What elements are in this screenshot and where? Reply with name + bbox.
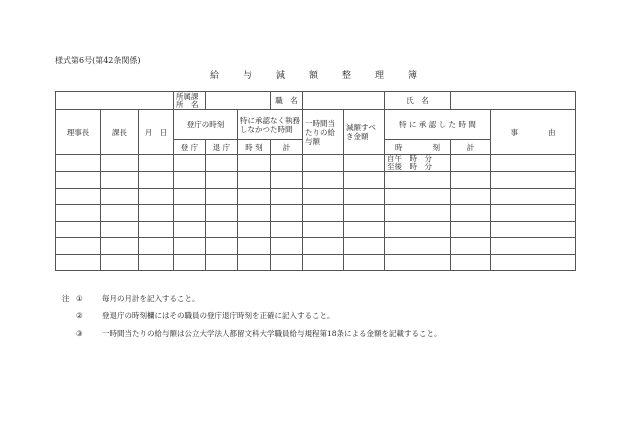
- table-cell[interactable]: [344, 238, 385, 255]
- table-cell[interactable]: [303, 238, 344, 255]
- table-cell[interactable]: [451, 221, 491, 238]
- table-cell[interactable]: [385, 254, 451, 271]
- table-cell[interactable]: [491, 238, 576, 255]
- table-cell[interactable]: [303, 254, 344, 271]
- table-cell[interactable]: [271, 254, 303, 271]
- table-cell[interactable]: [451, 155, 491, 172]
- attendance-header: 登庁の時刻: [174, 110, 238, 140]
- title-char: 額: [309, 71, 319, 81]
- table-cell[interactable]: [101, 254, 139, 271]
- table-cell[interactable]: [271, 205, 303, 222]
- table-cell[interactable]: [238, 205, 271, 222]
- table-cell[interactable]: [238, 172, 271, 189]
- name-label: 氏 名: [385, 92, 451, 110]
- title-char: 整: [342, 71, 352, 81]
- table-cell[interactable]: [385, 205, 451, 222]
- table-cell[interactable]: [206, 188, 238, 205]
- form-number: 様式第6号(第42条関係): [55, 56, 141, 65]
- table-cell[interactable]: [303, 221, 344, 238]
- leave-header: 退 庁: [206, 140, 238, 155]
- table-cell[interactable]: [271, 188, 303, 205]
- table-cell[interactable]: [344, 155, 385, 172]
- table-row: [56, 172, 576, 189]
- table-cell[interactable]: [344, 221, 385, 238]
- table-cell[interactable]: [491, 221, 576, 238]
- hourly-pay-header: 一時間当たりの給与額: [303, 110, 344, 155]
- table-cell[interactable]: [206, 221, 238, 238]
- arrive-header: 登 庁: [174, 140, 206, 155]
- note-text: 登退庁の時刻欄にはその職員の登庁退庁時刻を正確に記入すること。: [102, 311, 335, 320]
- document-title: [210, 68, 441, 81]
- table-cell[interactable]: [206, 238, 238, 255]
- table-cell[interactable]: [491, 205, 576, 222]
- blank-cell: [56, 92, 174, 110]
- date-header: 月 日: [139, 110, 174, 155]
- note-2: [76, 310, 335, 321]
- table-cell[interactable]: [344, 254, 385, 271]
- table-cell[interactable]: [451, 205, 491, 222]
- table-cell[interactable]: [303, 172, 344, 189]
- table-cell[interactable]: [271, 238, 303, 255]
- table-cell[interactable]: [174, 254, 206, 271]
- table-cell[interactable]: [56, 155, 101, 172]
- table-cell[interactable]: [385, 238, 451, 255]
- table-cell[interactable]: [174, 155, 206, 172]
- table-cell[interactable]: [101, 155, 139, 172]
- deduction-table: [55, 91, 576, 271]
- table-cell[interactable]: [385, 172, 451, 189]
- note-1: [62, 293, 200, 304]
- table-cell[interactable]: [344, 188, 385, 205]
- dept-field[interactable]: [206, 92, 271, 110]
- note-number: ②: [76, 311, 83, 320]
- table-cell[interactable]: [303, 205, 344, 222]
- table-cell[interactable]: [174, 205, 206, 222]
- table-cell[interactable]: [271, 155, 303, 172]
- approved-time-header: 時 刻: [385, 140, 451, 155]
- time-template: 自午 時 分 至後 時 分: [387, 154, 432, 171]
- table-cell[interactable]: [101, 238, 139, 255]
- table-cell[interactable]: [56, 221, 101, 238]
- table-cell[interactable]: [344, 172, 385, 189]
- approved-total-header: 計: [451, 140, 491, 155]
- table-cell[interactable]: [491, 172, 576, 189]
- table-cell[interactable]: [451, 254, 491, 271]
- table-cell[interactable]: [139, 155, 174, 172]
- time-header: 時 刻: [238, 140, 271, 155]
- table-cell[interactable]: [56, 172, 101, 189]
- table-row: [56, 254, 576, 271]
- table-cell[interactable]: [206, 254, 238, 271]
- chief-header: 課長: [101, 110, 139, 155]
- table-row: [56, 238, 576, 255]
- title-char: 給: [210, 71, 220, 81]
- table-cell[interactable]: [344, 205, 385, 222]
- note-text: 一時間当たりの給与額は公立大学法人都留文科大学職員給与規程第18条による金額を記載すること。: [102, 329, 442, 338]
- table-cell[interactable]: [303, 188, 344, 205]
- table-cell[interactable]: [139, 221, 174, 238]
- table-cell[interactable]: [238, 221, 271, 238]
- table-cell[interactable]: [101, 221, 139, 238]
- table-cell[interactable]: [206, 172, 238, 189]
- table-row: [56, 188, 576, 205]
- title-char: 理: [375, 71, 385, 81]
- director-header: 理事長: [56, 110, 101, 155]
- note-3: [76, 328, 442, 339]
- table-cell[interactable]: [139, 172, 174, 189]
- note-number: ①: [76, 294, 83, 303]
- table-cell[interactable]: [385, 155, 451, 172]
- total-header: 計: [271, 140, 303, 155]
- table-cell[interactable]: [271, 221, 303, 238]
- table-cell[interactable]: [139, 205, 174, 222]
- table-cell[interactable]: [174, 238, 206, 255]
- table-cell[interactable]: [174, 172, 206, 189]
- table-cell[interactable]: [491, 188, 576, 205]
- table-cell[interactable]: [139, 188, 174, 205]
- unapproved-header: 特に承認なく執務しなかつた時間: [238, 110, 303, 140]
- approved-header: 特 に 承 認 し た 時 間: [385, 110, 491, 140]
- table-cell[interactable]: [303, 155, 344, 172]
- table-cell[interactable]: [174, 188, 206, 205]
- table-cell[interactable]: [238, 155, 271, 172]
- table-cell[interactable]: [56, 188, 101, 205]
- table-cell[interactable]: [271, 172, 303, 189]
- table-cell[interactable]: [56, 254, 101, 271]
- table-row: [56, 205, 576, 222]
- post-field[interactable]: [303, 92, 385, 110]
- table-cell[interactable]: [56, 205, 101, 222]
- table-cell[interactable]: [385, 188, 451, 205]
- table-cell[interactable]: [451, 172, 491, 189]
- table-cell[interactable]: [491, 254, 576, 271]
- table-cell[interactable]: [206, 205, 238, 222]
- table-cell[interactable]: [101, 205, 139, 222]
- reason-header: 事 由: [491, 110, 576, 155]
- table-cell[interactable]: [206, 155, 238, 172]
- table-cell[interactable]: [238, 238, 271, 255]
- table-cell[interactable]: [139, 238, 174, 255]
- table-cell[interactable]: [174, 221, 206, 238]
- title-char: 簿: [408, 71, 418, 81]
- dept-label: 所属課 所 名: [174, 92, 206, 110]
- note-text: 毎月の月計を記入すること。: [102, 294, 200, 303]
- table-row: [56, 155, 576, 172]
- title-char: 与: [243, 71, 253, 81]
- table-cell[interactable]: [385, 221, 451, 238]
- table-cell[interactable]: [238, 254, 271, 271]
- table-cell[interactable]: [451, 238, 491, 255]
- table-cell[interactable]: [101, 188, 139, 205]
- table-cell[interactable]: [491, 155, 576, 172]
- title-char: 減: [276, 71, 286, 81]
- name-field[interactable]: [451, 92, 576, 110]
- note-label: 注: [62, 294, 70, 303]
- table-cell[interactable]: [56, 238, 101, 255]
- table-cell[interactable]: [238, 188, 271, 205]
- post-label: 職 名: [271, 92, 303, 110]
- table-cell[interactable]: [451, 188, 491, 205]
- table-cell[interactable]: [139, 254, 174, 271]
- table-cell[interactable]: [101, 172, 139, 189]
- table-row: [56, 221, 576, 238]
- note-number: ③: [76, 329, 83, 338]
- deduction-header: 減額すべき金額: [344, 110, 385, 155]
